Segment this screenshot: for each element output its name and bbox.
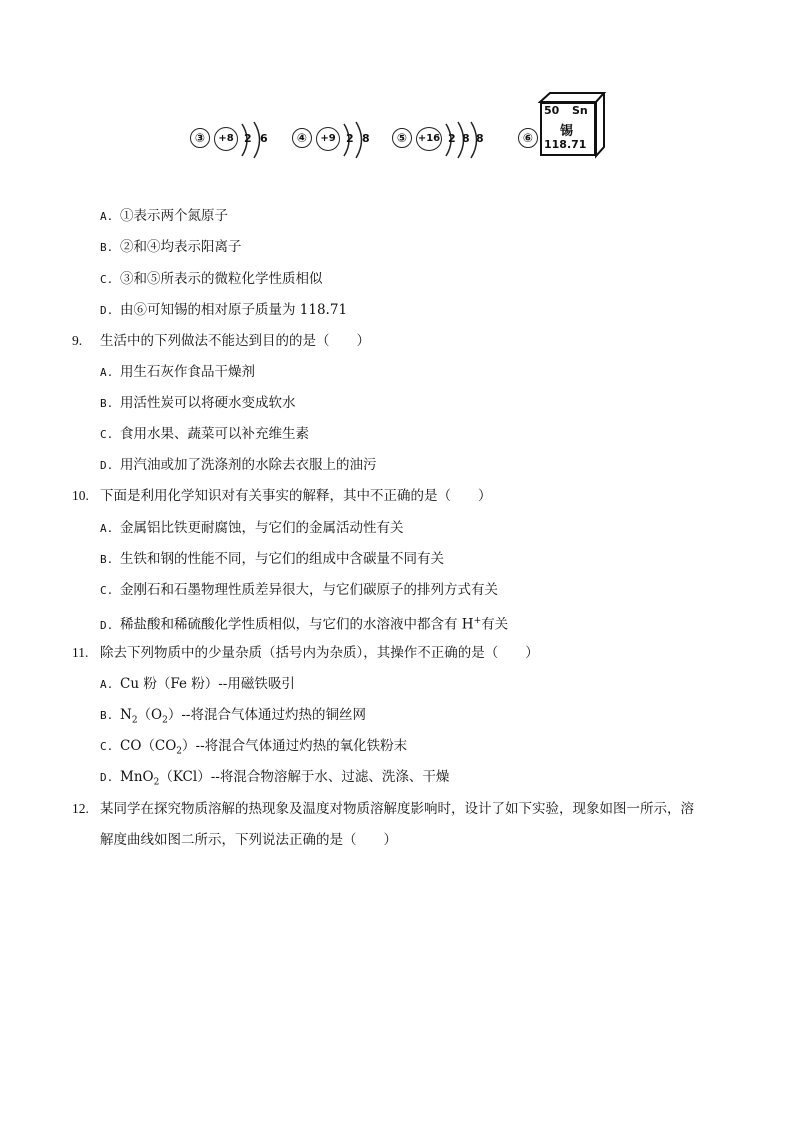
option-text: MnO — [120, 769, 154, 785]
option-text: ）--将混合气体通过灼热的铜丝网 — [167, 707, 366, 723]
q8-option-b — [100, 238, 242, 257]
option-text: 金属铝比铁更耐腐蚀，与它们的金属活动性有关 — [120, 520, 404, 536]
option-letter: B. — [100, 241, 114, 254]
nucleus: +8 — [214, 127, 238, 151]
atom-diagram-4 — [292, 116, 382, 162]
option-letter: D. — [100, 771, 114, 784]
electron-count: 8 — [362, 132, 370, 145]
option-text: N — [120, 707, 132, 723]
option-text: 食用水果、蔬菜可以补充维生素 — [120, 426, 309, 442]
q11-option-c — [100, 737, 407, 761]
q11-option-d — [100, 768, 449, 792]
option-text: 用生石灰作食品干燥剂 — [120, 364, 255, 380]
nucleus: +16 — [416, 127, 442, 151]
option-text: ）--将混合气体通过灼热的氧化铁粉末 — [182, 738, 408, 754]
element-symbol: Sn — [572, 104, 588, 117]
q10-option-d — [100, 612, 508, 635]
option-letter: C. — [100, 584, 114, 597]
subscript: 2 — [131, 715, 138, 726]
option-text: ③和⑤所表示的微粒化学性质相似 — [120, 271, 323, 287]
atom-diagram-3 — [190, 116, 280, 162]
option-letter: A. — [100, 678, 114, 691]
question-number: 11. — [72, 645, 89, 660]
nucleus: +9 — [316, 127, 340, 151]
electron-count: 8 — [462, 132, 470, 145]
question-text: 除去下列物质中的少量杂质（括号内为杂质），其操作不正确的是（ ） — [100, 645, 539, 661]
q10-option-c — [100, 581, 498, 600]
q9-option-c — [100, 425, 309, 444]
subscript: 2 — [162, 715, 168, 726]
q10-option-b — [100, 550, 444, 569]
option-text: 由⑥可知锡的相对原子质量为 118.71 — [120, 302, 348, 318]
atomic-structure-figure — [0, 92, 794, 172]
question-text: 某同学在探究物质溶解的热现象及温度对物质溶解度影响时，设计了如下实验，现象如图一所示，溶 — [100, 801, 694, 817]
diagram-marker: ⑤ — [392, 128, 412, 148]
option-text: Cu 粉（Fe 粉）--用磁铁吸引 — [120, 676, 295, 692]
option-text: 用活性炭可以将硬水变成软水 — [120, 395, 296, 411]
option-text: （O — [137, 707, 163, 723]
option-letter: B. — [100, 709, 114, 722]
diagram-marker: ④ — [292, 128, 312, 148]
question-text: 下面是利用化学知识对有关事实的解释，其中不正确的是（ ） — [100, 488, 492, 504]
question-text: 解度曲线如图二所示，下列说法正确的是（ ） — [100, 832, 397, 848]
option-letter: D. — [100, 304, 114, 317]
q9-option-a — [100, 363, 255, 382]
question-text: 生活中的下列做法不能达到目的的是（ ） — [100, 333, 370, 349]
question-number: 10. — [72, 488, 89, 503]
option-text: ②和④均表示阳离子 — [120, 239, 242, 255]
option-text: 用汽油或加了洗涤剂的水除去衣服上的油污 — [120, 457, 377, 473]
q10-option-a — [100, 519, 404, 538]
option-letter: B. — [100, 397, 114, 410]
q11-option-b — [100, 706, 366, 730]
question-number: 12. — [72, 801, 89, 816]
question-12-stem — [72, 800, 694, 818]
electron-count: 2 — [346, 132, 354, 145]
option-letter: A. — [100, 210, 114, 223]
subscript: 2 — [176, 746, 183, 757]
atomic-number: 50 — [544, 104, 560, 117]
option-text: 稀盐酸和稀硫酸化学性质相似，与它们的水溶液中都含有 H — [120, 616, 474, 633]
option-letter: B. — [100, 553, 114, 566]
element-name: 锡 — [560, 124, 574, 139]
q9-option-b — [100, 394, 296, 413]
question-12-stem-continued — [100, 831, 397, 849]
diagram-marker: ③ — [190, 128, 210, 148]
electron-count: 6 — [260, 132, 268, 145]
option-letter: C. — [100, 740, 114, 753]
electron-count: 8 — [476, 132, 484, 145]
atomic-mass: 118.71 — [544, 138, 587, 151]
option-text: CO（CO — [120, 738, 177, 754]
option-letter: A. — [100, 366, 114, 379]
electron-count: 2 — [244, 132, 252, 145]
option-text: （KCl）--将混合物溶解于水、过滤、洗涤、干燥 — [159, 769, 450, 785]
superscript: + — [473, 616, 482, 626]
electron-count: 2 — [448, 132, 456, 145]
subscript: 2 — [153, 777, 160, 788]
element-card-tin — [538, 92, 608, 160]
q9-option-d — [100, 456, 377, 475]
question-11-stem — [72, 644, 539, 662]
option-text: 有关 — [481, 616, 509, 633]
option-letter: D. — [100, 618, 114, 632]
q8-option-d — [100, 301, 347, 320]
option-letter: C. — [100, 428, 114, 441]
question-number: 9. — [72, 333, 83, 348]
option-letter: C. — [100, 273, 114, 286]
option-letter: A. — [100, 522, 114, 535]
question-10-stem — [72, 487, 492, 505]
option-letter: D. — [100, 459, 114, 472]
q8-option-c — [100, 270, 323, 289]
atom-diagram-5 — [392, 116, 502, 162]
q8-option-a — [100, 207, 228, 226]
option-text: 金刚石和石墨物理性质差异很大，与它们碳原子的排列方式有关 — [120, 582, 498, 598]
option-text: 生铁和钢的性能不同，与它们的组成中含碳量不同有关 — [120, 551, 444, 567]
question-9-stem — [72, 332, 370, 350]
option-text: ①表示两个氮原子 — [120, 208, 228, 224]
q11-option-a — [100, 675, 295, 694]
diagram-marker: ⑥ — [518, 128, 538, 148]
